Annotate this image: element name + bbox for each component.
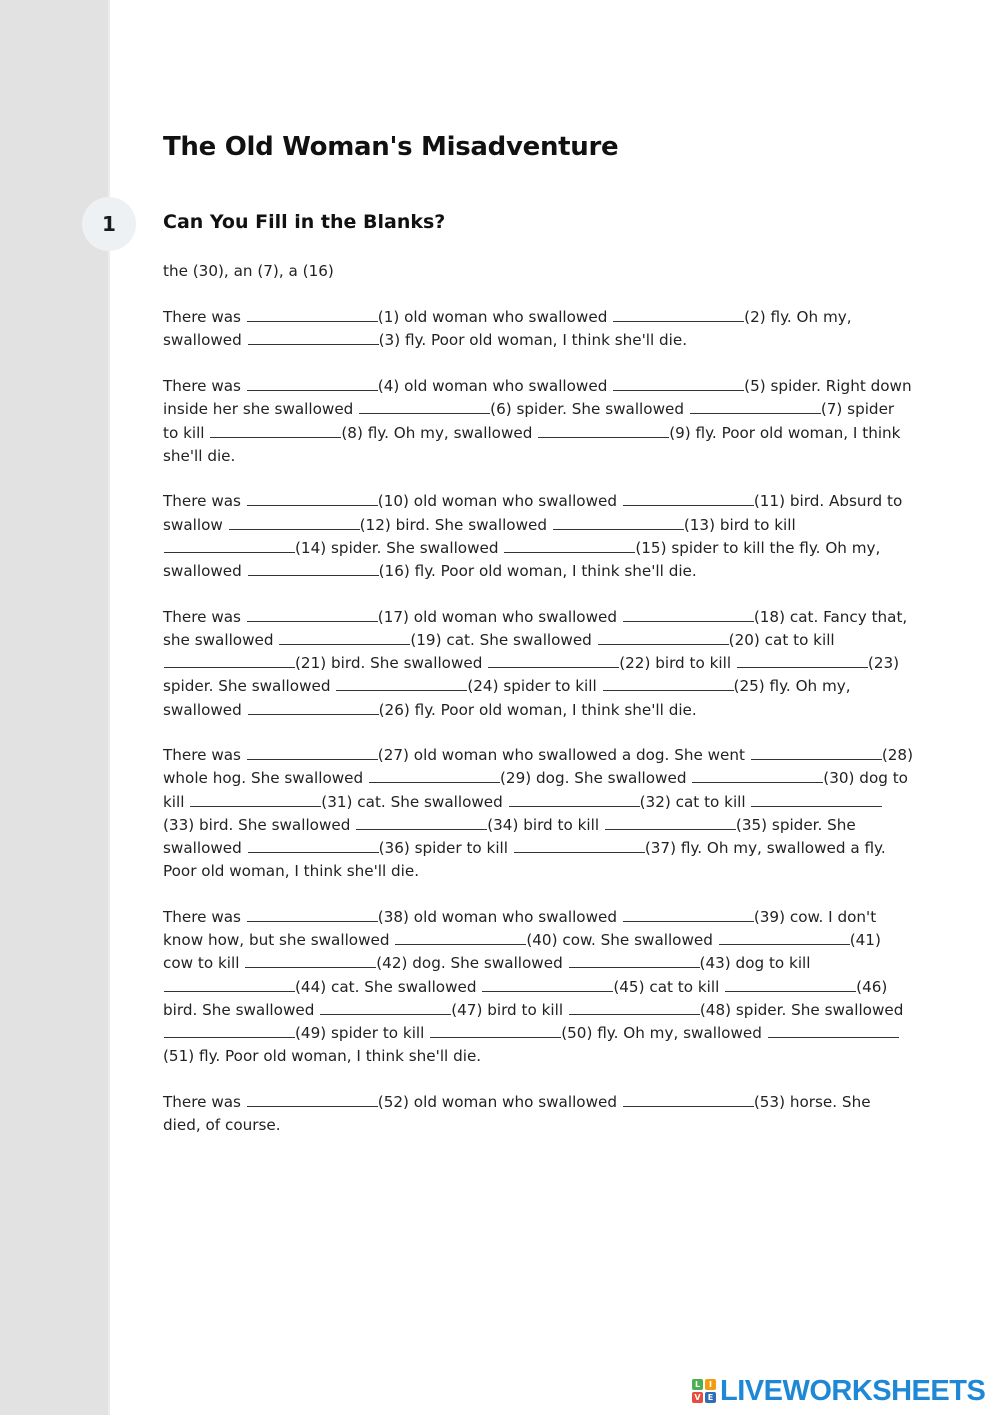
answer-blank[interactable]: [751, 745, 882, 760]
paragraph-text: dog to kill: [730, 954, 811, 973]
paragraph-text: There was: [163, 377, 246, 396]
answer-blank[interactable]: [509, 792, 640, 807]
paragraph-text: cat to kill: [644, 977, 725, 996]
word-bank: the (30), an (7), a (16): [163, 262, 334, 280]
paragraph-text: whole hog. She swallowed: [163, 769, 368, 788]
answer-blank[interactable]: [569, 953, 700, 968]
answer-blank[interactable]: [504, 538, 635, 553]
answer-blank[interactable]: [247, 607, 378, 622]
paragraph-text: cat to kill: [670, 792, 751, 811]
paragraph-text: spider to kill: [409, 839, 513, 858]
logo-letter: I: [705, 1379, 716, 1390]
blank-number: (22): [619, 654, 651, 673]
paragraph-text: fly. Poor old woman, I think she'll die.: [409, 562, 697, 581]
blank-number: (18): [753, 607, 786, 626]
blank-number: (30): [823, 769, 855, 788]
answer-blank[interactable]: [725, 977, 856, 992]
blank-number: (34): [487, 815, 519, 834]
blank-number: (3): [378, 331, 401, 350]
answer-blank[interactable]: [623, 907, 754, 922]
paragraph-text: spider. She swallowed: [163, 815, 856, 858]
paragraph-text: There was: [163, 907, 246, 926]
paragraph-text: spider. She swallowed: [511, 400, 689, 419]
logo-text: LIVEWORKSHEETS: [720, 1374, 986, 1407]
blank-number: (20): [728, 630, 760, 649]
blank-number: (14): [295, 538, 327, 557]
blank-number: (28): [881, 746, 913, 765]
paragraph-text: There was: [163, 1092, 246, 1111]
blank-number: (45): [613, 977, 645, 996]
blank-number: (37): [644, 839, 676, 858]
paragraph-text: fly. Poor old woman, I think she'll die.: [400, 331, 688, 350]
blank-number: (5): [744, 377, 766, 396]
paragraph-text: cat. She swallowed: [441, 630, 597, 649]
blank-number: (36): [378, 839, 410, 858]
blank-number: (19): [410, 630, 442, 649]
blank-number: (49): [295, 1023, 327, 1042]
paragraph-text: bird. She swallowed: [390, 515, 552, 534]
paragraph-text: bird to kill: [518, 815, 604, 834]
answer-blank[interactable]: [247, 491, 378, 506]
story-paragraph: [163, 306, 913, 352]
blank-number: (24): [467, 677, 499, 696]
paragraph-text: old woman who swallowed: [408, 607, 622, 626]
blank-number: (31): [321, 792, 353, 811]
answer-blank[interactable]: [598, 630, 729, 645]
answer-blank[interactable]: [538, 423, 669, 438]
answer-blank[interactable]: [395, 930, 526, 945]
answer-blank[interactable]: [613, 307, 744, 322]
blank-number: (52): [377, 1092, 409, 1111]
answer-blank[interactable]: [229, 515, 360, 530]
answer-blank[interactable]: [279, 630, 410, 645]
paragraph-text: bird. Absurd to swallow: [163, 492, 903, 534]
paragraph-text: horse. She died, of course.: [163, 1092, 871, 1135]
answer-blank[interactable]: [336, 676, 467, 691]
paragraph-text: spider to kill: [163, 400, 895, 442]
story-paragraph: [163, 375, 913, 468]
answer-blank[interactable]: [719, 930, 850, 945]
answer-blank[interactable]: [768, 1023, 899, 1038]
paragraph-text: There was: [163, 492, 246, 511]
answer-blank[interactable]: [190, 792, 321, 807]
blank-number: (35): [735, 815, 768, 834]
answer-blank[interactable]: [247, 907, 378, 922]
blank-number: (6): [490, 400, 512, 419]
answer-blank[interactable]: [247, 1092, 378, 1107]
paragraph-text: fly. Poor old woman, I think she'll die.: [194, 1047, 482, 1066]
blank-number: (27): [377, 746, 409, 765]
paragraph-text: old woman who swallowed: [399, 308, 613, 327]
answer-blank[interactable]: [482, 977, 613, 992]
answer-blank[interactable]: [692, 768, 823, 783]
blank-number: (21): [295, 654, 327, 673]
paragraph-text: There was: [163, 308, 246, 327]
answer-blank[interactable]: [613, 376, 744, 391]
exercise-body: [163, 260, 913, 1160]
answer-blank[interactable]: [245, 953, 376, 968]
blank-number: (41): [849, 931, 881, 950]
answer-blank[interactable]: [320, 1000, 451, 1015]
paragraph-text: fly. Poor old woman, I think she'll die.: [409, 700, 697, 719]
paragraph-text: dog. She swallowed: [531, 769, 692, 788]
blank-number: (7): [820, 400, 843, 419]
answer-blank[interactable]: [359, 399, 490, 414]
logo-mark-icon: [692, 1379, 716, 1403]
paragraph-text: cat to kill: [759, 630, 835, 649]
answer-blank[interactable]: [247, 307, 378, 322]
paragraph-text: spider. She swallowed: [731, 1000, 904, 1019]
answer-blank[interactable]: [248, 330, 379, 345]
answer-blank[interactable]: [164, 977, 295, 992]
story-paragraph: [163, 606, 913, 722]
paragraph-text: cow. I don't know how, but she swallowed: [163, 907, 877, 950]
paragraph-text: fly. Oh my, swallowed a fly. Poor old woman, I think she'll die.: [163, 839, 886, 881]
paragraph-text: bird to kill: [715, 515, 796, 534]
blank-number: (10): [377, 492, 409, 511]
paragraph-text: cat. Fancy that, she swallowed: [163, 607, 908, 649]
blank-number: (23): [867, 654, 900, 673]
paragraph-text: bird. She swallowed: [326, 654, 488, 673]
blank-number: (8): [341, 423, 363, 442]
answer-blank[interactable]: [369, 768, 500, 783]
blank-number: (11): [753, 492, 786, 511]
answer-blank[interactable]: [690, 399, 821, 414]
logo-letter: E: [705, 1392, 716, 1403]
paragraph-text: fly. Oh my, swallowed: [362, 423, 538, 442]
answer-blank[interactable]: [623, 491, 754, 506]
blank-number: (25): [733, 677, 765, 696]
paragraph-text: fly. Oh my, swallowed: [592, 1023, 767, 1042]
paragraph-text: old woman who swallowed a dog. She went: [408, 746, 750, 765]
paragraph-text: cat. She swallowed: [352, 792, 508, 811]
answer-blank[interactable]: [430, 1023, 561, 1038]
blank-number: (47): [451, 1000, 483, 1019]
blank-number: (53): [753, 1092, 786, 1111]
blank-number: (50): [561, 1023, 593, 1042]
answer-blank[interactable]: [603, 676, 734, 691]
paragraph-text: old woman who swallowed: [408, 1092, 622, 1111]
liveworksheets-logo: [692, 1374, 985, 1408]
paragraph-text: There was: [163, 746, 246, 765]
answer-blank[interactable]: [569, 1000, 700, 1015]
answer-blank[interactable]: [553, 515, 684, 530]
blank-number: (26): [378, 700, 410, 719]
paragraph-text: spider to kill: [326, 1023, 430, 1042]
paragraph-text: bird to kill: [650, 654, 736, 673]
paragraph-list: [163, 306, 913, 1137]
story-paragraph: [163, 744, 913, 883]
answer-blank[interactable]: [164, 538, 295, 553]
answer-blank[interactable]: [248, 700, 379, 715]
paragraph-text: cow. She swallowed: [557, 931, 718, 950]
answer-blank[interactable]: [514, 838, 645, 853]
blank-number: (51): [163, 1047, 195, 1066]
blank-number: (42): [376, 954, 408, 973]
paragraph-text: cow to kill: [163, 954, 245, 973]
blank-number: (9): [669, 423, 691, 442]
story-paragraph: [163, 490, 913, 583]
answer-blank[interactable]: [605, 815, 736, 830]
paragraph-text: old woman who swallowed: [408, 907, 622, 926]
blank-number: (15): [635, 538, 667, 557]
answer-blank[interactable]: [247, 376, 378, 391]
answer-blank[interactable]: [751, 792, 882, 807]
logo-letter: L: [692, 1379, 703, 1390]
paragraph-text: There was: [163, 607, 246, 626]
blank-number: (43): [699, 954, 731, 973]
page-title: The Old Woman's Misadventure: [163, 132, 619, 162]
blank-number: (17): [377, 607, 409, 626]
blank-number: (32): [639, 792, 671, 811]
paragraph-text: spider. She swallowed: [326, 538, 504, 557]
blank-number: (48): [699, 1000, 732, 1019]
answer-blank[interactable]: [623, 1092, 754, 1107]
answer-blank[interactable]: [488, 653, 619, 668]
answer-blank[interactable]: [737, 653, 868, 668]
paragraph-text: spider to kill: [498, 677, 602, 696]
paragraph-text: spider. She swallowed: [163, 677, 336, 696]
paragraph-text: cat. She swallowed: [326, 977, 482, 996]
answer-blank[interactable]: [164, 1023, 295, 1038]
blank-number: (38): [377, 907, 409, 926]
paragraph-text: dog to kill: [163, 769, 908, 811]
blank-number: (33): [163, 815, 195, 834]
blank-number: (40): [526, 931, 558, 950]
answer-blank[interactable]: [356, 815, 487, 830]
answer-blank[interactable]: [247, 745, 378, 760]
paragraph-text: bird. She swallowed: [163, 1000, 320, 1019]
paragraph-text: fly. Oh my, swallowed: [163, 308, 852, 350]
paragraph-text: old woman who swallowed: [408, 492, 622, 511]
answer-blank[interactable]: [210, 423, 341, 438]
blank-number: (46): [856, 977, 888, 996]
paragraph-text: bird to kill: [482, 1000, 568, 1019]
blank-number: (39): [753, 907, 786, 926]
paragraph-text: fly. Poor old woman, I think she'll die.: [163, 423, 901, 465]
paragraph-text: bird. She swallowed: [194, 815, 356, 834]
blank-number: (16): [378, 562, 410, 581]
paragraph-text: dog. She swallowed: [407, 954, 568, 973]
paragraph-text: spider to kill the fly. Oh my, swallowed: [163, 538, 881, 581]
paragraph-text: old woman who swallowed: [399, 377, 613, 396]
blank-number: (13): [683, 515, 716, 534]
logo-letter: V: [692, 1392, 703, 1403]
story-paragraph: [163, 1091, 913, 1137]
section-heading: Can You Fill in the Blanks?: [163, 211, 446, 233]
blank-number: (2): [744, 308, 766, 327]
section-number-badge: 1: [82, 197, 136, 251]
answer-blank[interactable]: [164, 653, 295, 668]
answer-blank[interactable]: [248, 561, 379, 576]
blank-number: (44): [295, 977, 327, 996]
blank-number: (12): [359, 515, 391, 534]
paragraph-text: spider. Right down inside her she swallowed: [163, 377, 912, 419]
story-paragraph: [163, 906, 913, 1068]
blank-number: (29): [500, 769, 532, 788]
paragraph-text: fly. Oh my, swallowed: [163, 677, 851, 719]
answer-blank[interactable]: [248, 838, 379, 853]
answer-blank[interactable]: [623, 607, 754, 622]
blank-number: (1): [377, 308, 400, 327]
blank-number: (4): [377, 377, 400, 396]
